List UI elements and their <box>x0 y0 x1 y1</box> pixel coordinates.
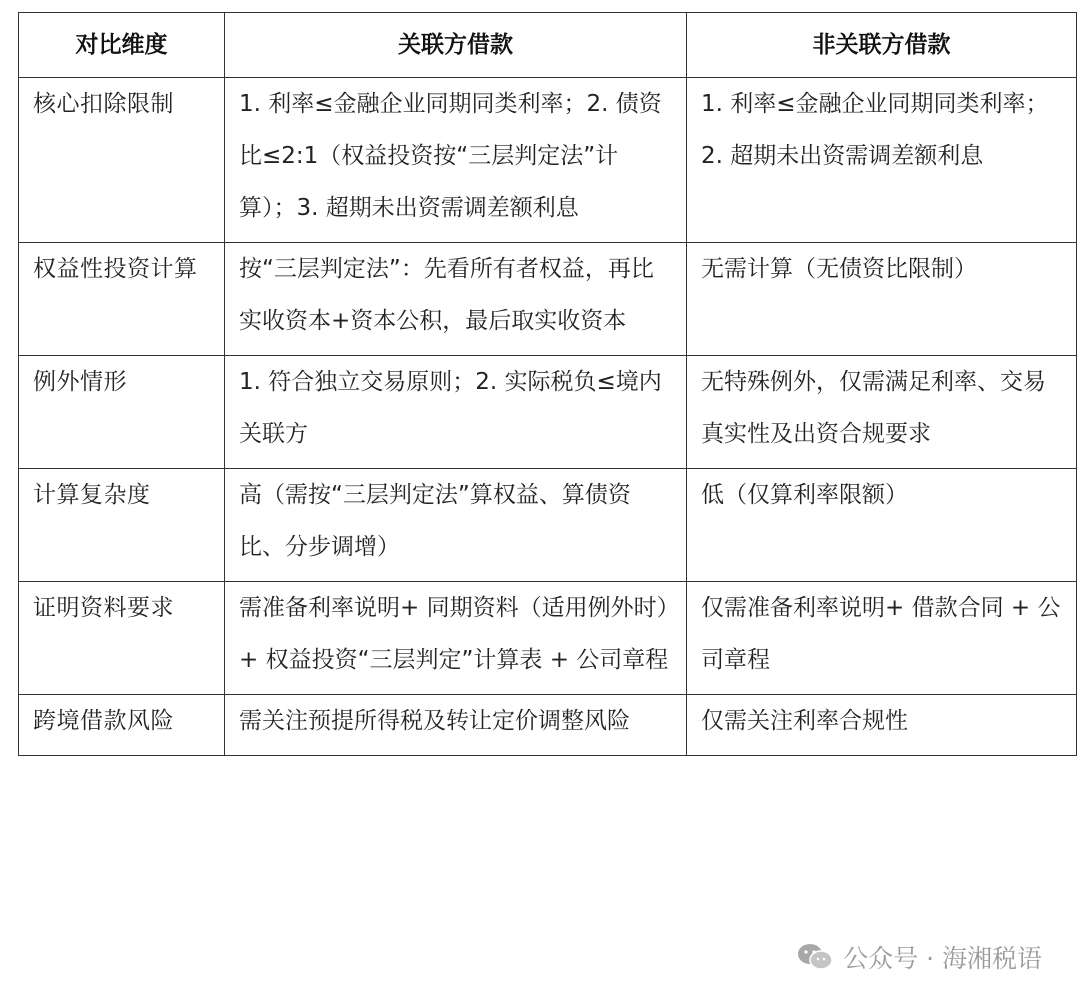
header-unrelated-loan: 非关联方借款 <box>687 13 1077 78</box>
row-dimension: 权益性投资计算 <box>19 243 225 356</box>
row-unrelated: 1. 利率≤金融企业同期同类利率；2. 超期未出资需调差额利息 <box>687 78 1077 243</box>
table-row <box>19 469 1077 582</box>
table-row <box>19 582 1077 695</box>
table-header-row <box>19 13 1077 78</box>
row-related: 按“三层判定法”：先看所有者权益，再比实收资本+资本公积，最后取实收资本 <box>225 243 687 356</box>
row-dimension: 计算复杂度 <box>19 469 225 582</box>
table-row <box>19 243 1077 356</box>
row-unrelated: 无特殊例外，仅需满足利率、交易真实性及出资合规要求 <box>687 356 1077 469</box>
row-dimension: 核心扣除限制 <box>19 78 225 243</box>
table-row <box>19 78 1077 243</box>
row-unrelated: 仅需关注利率合规性 <box>687 695 1077 756</box>
row-dimension: 跨境借款风险 <box>19 695 225 756</box>
comparison-table <box>18 12 1077 756</box>
table-row <box>19 695 1077 756</box>
row-dimension: 证明资料要求 <box>19 582 225 695</box>
table-row <box>19 356 1077 469</box>
header-related-loan: 关联方借款 <box>225 13 687 78</box>
row-unrelated: 仅需准备利率说明+ 借款合同 + 公司章程 <box>687 582 1077 695</box>
header-dimension: 对比维度 <box>19 13 225 78</box>
row-related: 需关注预提所得税及转让定价调整风险 <box>225 695 687 756</box>
row-related: 1. 利率≤金融企业同期同类利率；2. 债资比≤2:1（权益投资按“三层判定法”计算）；3. 超期未出资需调差额利息 <box>225 78 687 243</box>
row-related: 1. 符合独立交易原则；2. 实际税负≤境内关联方 <box>225 356 687 469</box>
row-related: 高（需按“三层判定法”算权益、算债资比、分步调增） <box>225 469 687 582</box>
row-dimension: 例外情形 <box>19 356 225 469</box>
wechat-icon <box>797 942 833 972</box>
row-related: 需准备利率说明+ 同期资料（适用例外时）+ 权益投资“三层判定”计算表 + 公司章程 <box>225 582 687 695</box>
watermark-text: 公众号 · 海湘税语 <box>843 944 1042 973</box>
row-unrelated: 无需计算（无债资比限制） <box>687 243 1077 356</box>
row-unrelated: 低（仅算利率限额） <box>687 469 1077 582</box>
watermark <box>793 937 1046 977</box>
